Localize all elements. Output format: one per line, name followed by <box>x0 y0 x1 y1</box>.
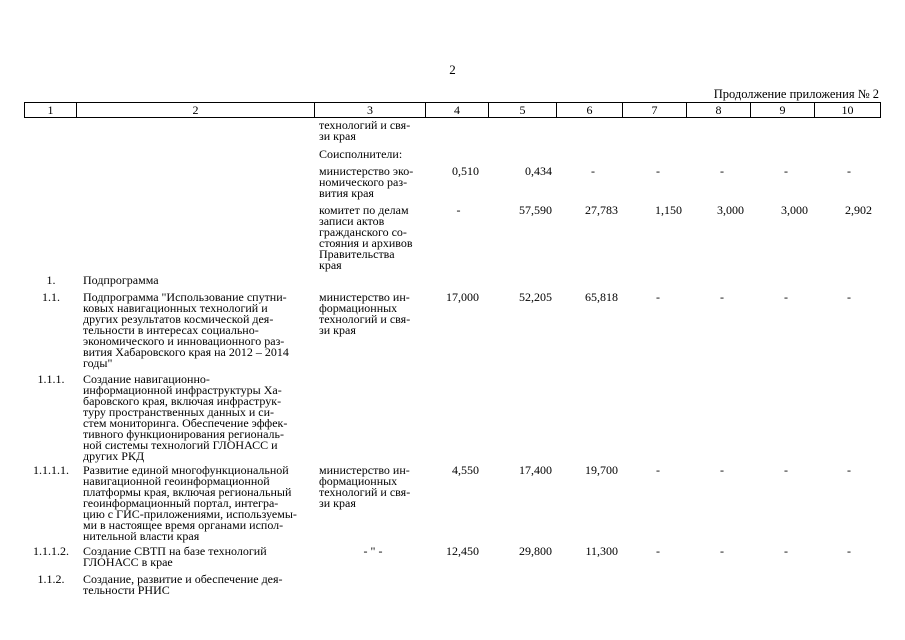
row-8-col5: 29,800 <box>519 544 552 558</box>
row-3-executor: комитет по делам записи актов гражданского со- стояния и архивов Правительства края <box>319 203 413 272</box>
row-3-col10: 2,902 <box>845 203 872 217</box>
row-8-col9: - <box>784 544 788 558</box>
col-header-7: 7 <box>623 103 687 118</box>
row-5-col5: 52,205 <box>519 290 552 304</box>
row-8-executor: - " - <box>363 544 383 558</box>
row-3-col4: - <box>456 203 461 217</box>
row-5-col7: - <box>656 290 660 304</box>
row-3-col9: 3,000 <box>781 203 808 217</box>
col-header-4: 4 <box>426 103 489 118</box>
col-header-6: 6 <box>557 103 623 118</box>
row-4-number: 1. <box>46 273 56 287</box>
col-header-1: 1 <box>25 103 77 118</box>
col-header-10: 10 <box>815 103 881 118</box>
row-2-col9: - <box>784 164 788 178</box>
row-3-col5: 57,590 <box>519 203 552 217</box>
row-9-number: 1.1.2. <box>37 572 65 586</box>
row-6-name: Создание навигационно- информационной инфраструктуры Ха- баровского края, включая инфраструк- туру пространственных данных и си- стем мониторинга. Обеспечение эффек- тивного функционирования региональ- ной системы технологий ГЛОНАСС и других РКД <box>83 372 288 463</box>
row-8-name: Создание СВТП на базе технологий ГЛОНАСС в крае <box>83 544 267 569</box>
row-2-col5: 0,434 <box>525 164 552 178</box>
row-6-number: 1.1.1. <box>37 372 65 386</box>
table-header <box>24 102 881 118</box>
row-7-col10: - <box>847 463 851 477</box>
continuation-label: Продолжение приложения № 2 <box>713 87 879 101</box>
row-0-executor: технологий и свя- зи края <box>319 118 411 143</box>
row-5-number: 1.1. <box>42 290 60 304</box>
row-5-name: Подпрограмма "Использование спутни- ковых навигационных технологий и других результатов космической дея- тельности в интересах социально- экономического и инновационного раз- вития Хабаровского края на 2012 – 2014 годы" <box>83 290 289 370</box>
row-7-name: Развитие единой многофункциональной навигационной геоинформационной платформы края, включая региональный геоинформационный портал, интегра- цию с ГИС-приложениями, используемы- ми в настоящее время органами испол- нительной власти края <box>83 463 297 543</box>
row-2-col7: - <box>656 164 660 178</box>
row-8-col10: - <box>847 544 851 558</box>
row-3-col8: 3,000 <box>717 203 744 217</box>
row-3-col6: 27,783 <box>585 203 618 217</box>
row-5-executor: министерство ин- формационных технологий и свя- зи края <box>319 290 411 337</box>
row-7-number: 1.1.1.1. <box>33 463 69 477</box>
row-8-col4: 12,450 <box>446 544 479 558</box>
row-5-col4: 17,000 <box>446 290 479 304</box>
page-number: 2 <box>449 62 456 77</box>
row-5-col10: - <box>847 290 851 304</box>
row-2-col10: - <box>847 164 851 178</box>
row-7-col5: 17,400 <box>519 463 552 477</box>
col-header-9: 9 <box>751 103 815 118</box>
row-3-col7: 1,150 <box>655 203 682 217</box>
col-header-5: 5 <box>489 103 557 118</box>
row-7-col6: 19,700 <box>585 463 618 477</box>
row-2-col6: - <box>591 164 595 178</box>
row-7-col4: 4,550 <box>452 463 479 477</box>
col-header-2: 2 <box>77 103 315 118</box>
row-5-col9: - <box>784 290 788 304</box>
row-8-col6: 11,300 <box>585 544 618 558</box>
row-2-executor: министерство эко- номического раз- вития края <box>319 164 414 200</box>
row-8-col8: - <box>720 544 724 558</box>
row-5-col8: - <box>720 290 724 304</box>
row-4-name: Подпрограмма <box>83 273 159 287</box>
row-7-col9: - <box>784 463 788 477</box>
row-7-col8: - <box>720 463 724 477</box>
col-header-8: 8 <box>687 103 751 118</box>
col-header-3: 3 <box>315 103 426 118</box>
row-8-number: 1.1.1.2. <box>33 544 69 558</box>
row-8-col7: - <box>656 544 660 558</box>
row-1-executor: Соисполнители: <box>319 147 403 161</box>
row-9-name: Создание, развитие и обеспечение дея- тельности РНИС <box>83 572 283 597</box>
row-7-col7: - <box>656 463 660 477</box>
row-7-executor: министерство ин- формационных технологий и свя- зи края <box>319 463 411 510</box>
row-2-col4: 0,510 <box>452 164 479 178</box>
row-5-col6: 65,818 <box>585 290 618 304</box>
row-2-col8: - <box>720 164 724 178</box>
